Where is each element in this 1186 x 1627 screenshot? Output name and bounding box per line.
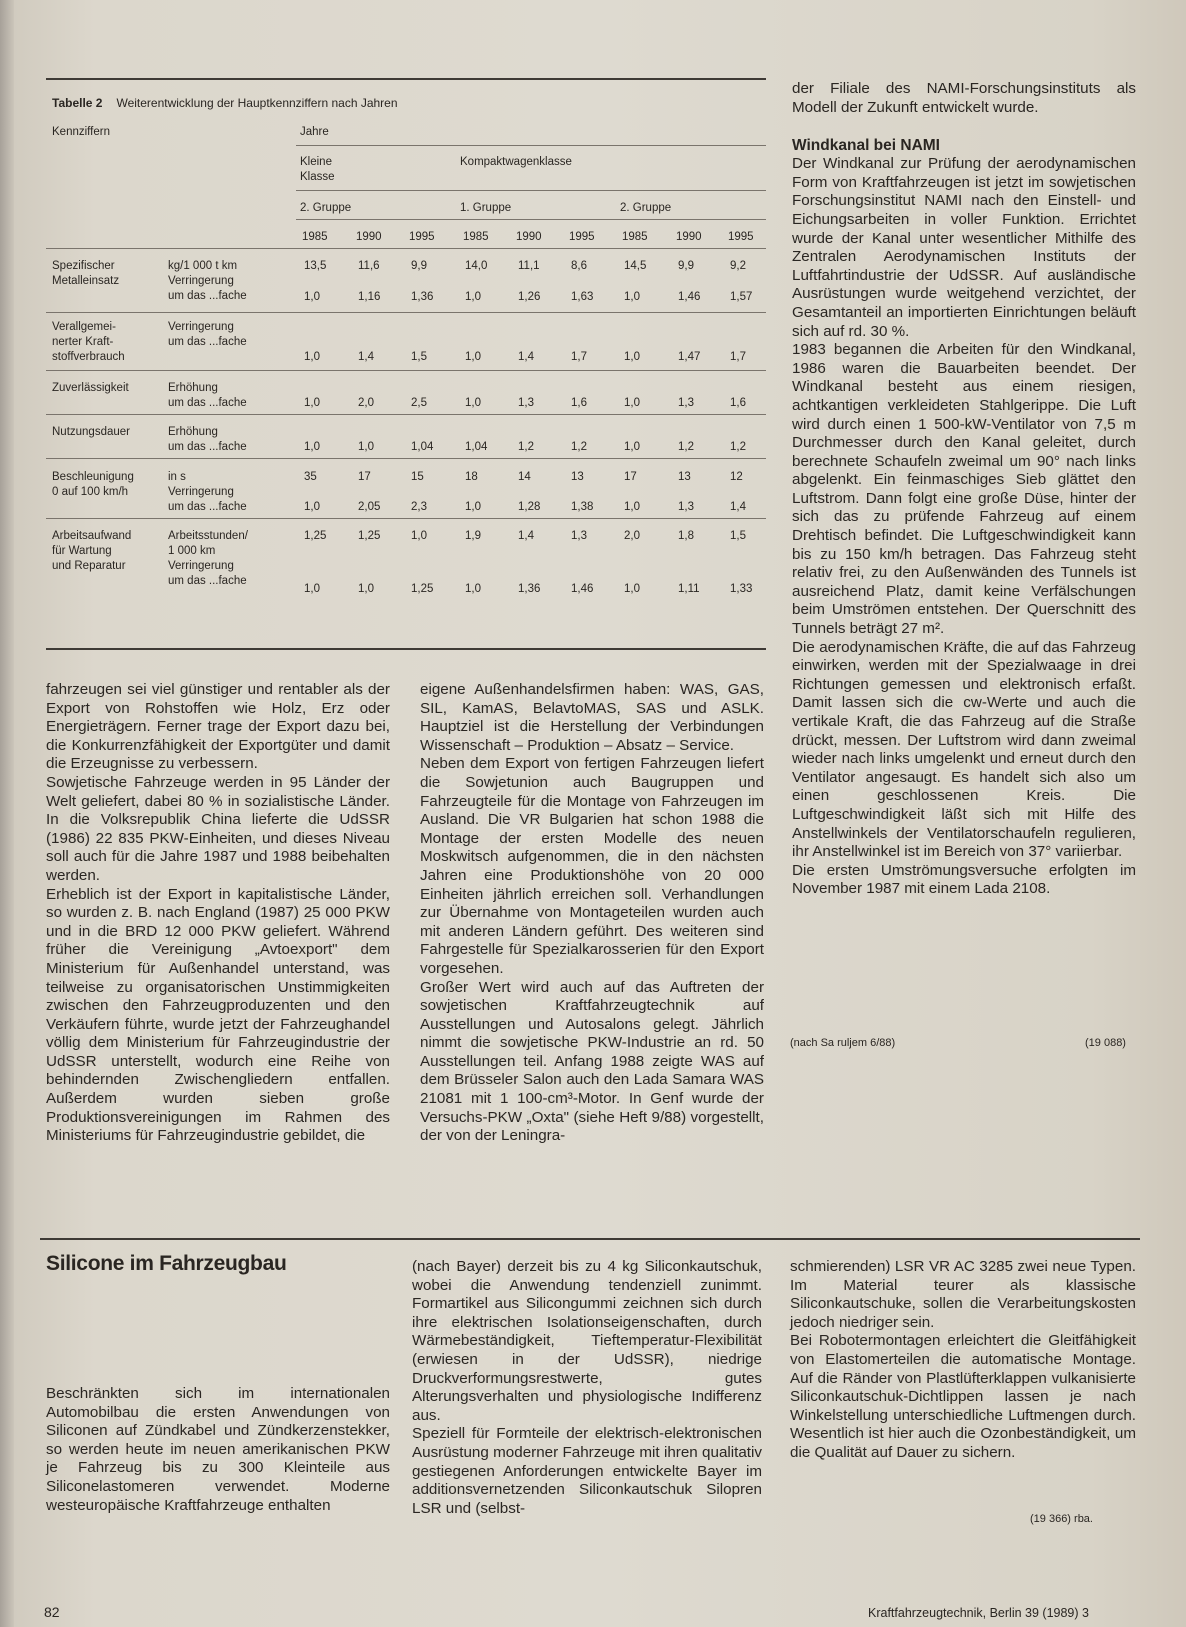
table-row-divider — [46, 414, 766, 415]
table-cell: 1,0 — [465, 291, 481, 303]
header-divider — [296, 190, 766, 191]
table-cell: 1,4 — [518, 530, 534, 542]
table-cell: 14 — [518, 471, 531, 483]
table-cell: 1,0 — [304, 291, 320, 303]
paragraph: Sowjetische Fahrzeuge werden in 95 Länder der Welt geliefert, dabei 80 % in sozialistische Länder. In die Volksrepublik China lieferte die UdSSR (1986) 22 835 PKW-Einheiten, und dieses Niveau soll auch für die Jahre 1987 und 1988 beibehalten werden. — [46, 773, 390, 884]
row-label: Nutzungsdauer — [52, 426, 130, 438]
table-cell: 8,6 — [571, 260, 587, 272]
paragraph: 1983 begannen die Arbeiten für den Windkanal, 1986 waren die Bauarbeiten beendet. Der Windkanal besteht aus einem riesigen, achtkantigen verkleideten Stahlgerippe. Die Luft wird durch einen 1 500-kW-Ventilator von 7,5 m Durchmesser durch den Kanal geleitet, durch berechnete Schaufeln zweimal um 90° nach links abgelenkt. Ein feinmaschiges Sieb glättet den Luftstrom. Dann folgt eine große Düse, hinter der sich das zu prüfende Fahrzeug auf einem Drehtisch befindet. Die Luftgeschwindigkeit kann bis zu 150 km/h betragen. Das Fahrzeug steht relativ frei, zu den Außenwänden des Tunnels ist ausreichend Platz, damit keine Verfälschungen beim Umströmen entstehen. Der Querschnitt des Tunnels beträgt 27 m². — [792, 341, 1136, 638]
table-cell: 14,5 — [624, 260, 647, 272]
paragraph: Der Windkanal zur Prüfung der aerodynamischen Form von Kraftfahrzeugen ist jetzt im sowjetischen Forschungsinstitut NAMI nach den Einstell- und Eichungsarbeiten in voller Funktion. Errichtet wurde der Kanal unter wesentlicher Mithilfe des Zentralen Aerodynamischen Instituts der Luftfahrtindustrie der UdSSR. Auf ausländische Ausrüstungen wurde weitgehend verzichtet, der Gesamtanteil an importierten Einrichtungen beläuft sich auf rd. 30 %. — [792, 155, 1136, 340]
table-cell: 1,7 — [571, 351, 587, 363]
table-cell: 2,0 — [624, 530, 640, 542]
table-cell: 18 — [465, 471, 478, 483]
table-cell: 1,38 — [571, 501, 594, 513]
table-cell: 1,36 — [518, 583, 541, 595]
table-cell: 1,2 — [571, 441, 587, 453]
table-cell: 17 — [358, 471, 371, 483]
table-cell: 11,1 — [518, 260, 540, 272]
table-cell: 1,0 — [304, 397, 320, 409]
table-cell: 1,0 — [304, 441, 320, 453]
table-cell: 1,25 — [304, 530, 327, 542]
row-unit: kg/1 000 t km Verringerung um das ...fache — [168, 260, 247, 302]
table-cell: 1,5 — [411, 351, 427, 363]
table-cell: 1,9 — [465, 530, 481, 542]
header-gruppe-1: 1. Gruppe — [460, 202, 512, 214]
table-cell: 13,5 — [304, 260, 327, 272]
table-cell: 1,4 — [730, 501, 746, 513]
paragraph: eigene Außenhandelsfirmen haben: WAS, GAS, SIL, KamAS, BelavtoMAS, SAS und ASLK. Hauptziel ist die Herstellung der Verbindungen Wissenschaft – Produktion – Absatz – Service. — [420, 681, 764, 754]
table-cell: 1,63 — [571, 291, 594, 303]
source-note: (nach Sa ruljem 6/88) — [790, 1037, 896, 1049]
table-cell: 1,3 — [571, 530, 587, 542]
table-cell: 1,0 — [624, 441, 640, 453]
article1-column3 — [792, 80, 1136, 899]
article2-column3 — [790, 1258, 1136, 1463]
table-cell: 1,25 — [358, 530, 381, 542]
table-cell: 1,0 — [465, 501, 481, 513]
section-heading: Windkanal bei NAMI — [792, 137, 940, 155]
table-cell: 1,0 — [304, 351, 320, 363]
table-cell: 1,2 — [730, 441, 746, 453]
table-cell: 1,0 — [304, 583, 320, 595]
table-cell: 1,46 — [678, 291, 701, 303]
table-cell: 1,4 — [518, 351, 534, 363]
table-cell: 13 — [571, 471, 584, 483]
table-cell: 2,5 — [411, 397, 427, 409]
table-row-divider — [46, 312, 766, 313]
row-unit: Erhöhung um das ...fache — [168, 382, 247, 409]
table-top-rule — [46, 78, 766, 80]
table-caption — [52, 96, 398, 110]
page-edge — [0, 0, 14, 1627]
table-cell: 1,0 — [358, 441, 374, 453]
header-jahre: Jahre — [300, 126, 329, 138]
table-cell: 13 — [678, 471, 691, 483]
header-kennziffern: Kennziffern — [52, 126, 110, 138]
article2-title: Silicone im Fahrzeugbau — [46, 1252, 287, 1275]
table-cell: 1,2 — [518, 441, 534, 453]
table-cell: 1,25 — [411, 583, 434, 595]
table-cell: 35 — [304, 471, 317, 483]
header-kompaktwagenklasse: Kompaktwagenklasse — [460, 156, 572, 168]
header-year: 1995 — [728, 231, 754, 243]
table-cell: 1,46 — [571, 583, 594, 595]
header-year: 1990 — [676, 231, 702, 243]
table-cell: 1,36 — [411, 291, 434, 303]
paragraph: Speziell für Formteile der elektrisch-elektronischen Ausrüstung moderner Fahrzeuge mit ihren qualitativ gestiegenen Anforderungen entwickelte Bayer im additionsvernetzenden Siliconkautschuk Silopren LSR und (selbst- — [412, 1425, 762, 1517]
header-year: 1985 — [302, 231, 328, 243]
table-cell: 1,11 — [678, 583, 700, 595]
table-cell: 15 — [411, 471, 424, 483]
article2-column2 — [412, 1258, 762, 1518]
article1-column1 — [46, 681, 390, 1146]
paragraph: Neben dem Export von fertigen Fahrzeugen liefert die Sowjetunion auch Baugruppen und Fahrzeugteile für die Montage von Fahrzeugen im Ausland. Die VR Bulgarien hat schon 1988 die Montage der ersten Modelle des neuen Moskwitsch aufgenommen, die in den nächsten Jahren eine Produktionshöhe von 20 000 Einheiten jährlich erreichen soll. Verhandlungen zur Übernahme von Montageteilen wurden auch mit anderen Ländern geführt. Des weiteren sind Fahrgestelle für Spezialkarosserien für den Export vorgesehen. — [420, 755, 764, 977]
table-cell: 1,04 — [465, 441, 488, 453]
row-label: Arbeitsaufwand für Wartung und Reparatur — [52, 530, 132, 572]
row-unit: Arbeitsstunden/ 1 000 km Verringerung um das ...fache — [168, 530, 248, 587]
paragraph: der Filiale des NAMI-Forschungsinstituts als Modell der Zukunft entwickelt wurde. — [792, 80, 1136, 116]
source-number: (19 088) — [1085, 1037, 1126, 1049]
table-cell: 9,9 — [678, 260, 694, 272]
row-label: Beschleunigung 0 auf 100 km/h — [52, 471, 134, 498]
paragraph: Die ersten Umströmungsversuche erfolgten im November 1987 mit einem Lada 2108. — [792, 861, 1136, 898]
header-year: 1990 — [516, 231, 542, 243]
table-caption-label: Tabelle 2 — [52, 96, 103, 110]
table-cell: 1,0 — [304, 501, 320, 513]
table-cell: 1,47 — [678, 351, 701, 363]
paragraph: fahrzeugen sei viel günstiger und rentabler als der Export von Rohstoffen wie Holz, Erz oder Energieträgern. Ferner trage der Export dazu bei, die Konkurrenzfähigkeit der Exportgüter und damit die Erzeugnisse zu verbessern. — [46, 681, 390, 773]
table-cell: 1,3 — [678, 397, 694, 409]
header-year: 1985 — [622, 231, 648, 243]
header-gruppe-2b: 2. Gruppe — [620, 202, 672, 214]
article-separator-rule — [40, 1238, 1140, 1240]
paragraph: Die aerodynamischen Kräfte, die auf das Fahrzeug einwirken, werden mit der Spezialwaage in drei Richtungen gemessen und elektronisch erfaßt. Damit lassen sich die cw-Werte und auch die vertikale Kraft, die das Fahrzeug auf die Straße drückt, messen. Der Luftstrom wird dann zweimal wieder nach links umgelenkt und erneut durch den Ventilator angesaugt. Es handelt sich also um einen geschlossenen Kreis. Die Luftgeschwindigkeit läßt sich mit Hilfe des Anstellwinkels der Ventilatorschaufeln regulieren, ihr Anstellwinkel ist im Bereich von 37° variierbar. — [792, 638, 1136, 861]
table-row-divider — [46, 518, 766, 519]
article1-column2 — [420, 681, 764, 1146]
paragraph: Bei Robotermontagen erleichtert die Gleitfähigkeit von Elastomerteilen die automatische Montage. Auf die Ränder von Plastlüfterklappen vulkanisierte Siliconkautschuk-Dichtlippen lassen je nach Winkelstellung unterschiedliche Luftmengen durch. Wesentlich ist hier auch die Ozonbeständigkeit, um die Qualität auf Dauer zu sichern. — [790, 1332, 1136, 1461]
table-cell: 1,2 — [678, 441, 694, 453]
table-cell: 1,16 — [358, 291, 381, 303]
table-cell: 2,05 — [358, 501, 381, 513]
table-cell: 1,0 — [411, 530, 427, 542]
table-cell: 1,7 — [730, 351, 746, 363]
table-cell: 1,04 — [411, 441, 434, 453]
header-year: 1995 — [409, 231, 435, 243]
page-number: 82 — [44, 1604, 60, 1620]
table-cell: 17 — [624, 471, 637, 483]
table-cell: 1,3 — [518, 397, 534, 409]
article2-source: (19 366) rba. — [1030, 1513, 1093, 1525]
paragraph: Beschränkten sich im internationalen Automobilbau die ersten Anwendungen von Siliconen auf Zündkabel und Zündkerzenstekker, so werden heute im neuen amerikanischen PKW je Fahrzeug bis zu 300 Kleinteile aus Siliconelastomeren verwendet. Moderne westeuropäische Kraftfahrzeuge enthalten — [46, 1385, 390, 1514]
table-cell: 9,2 — [730, 260, 746, 272]
table-cell: 1,6 — [730, 397, 746, 409]
table-cell: 14,0 — [465, 260, 488, 272]
header-bottom-divider — [46, 248, 766, 249]
journal-reference: Kraftfahrzeugtechnik, Berlin 39 (1989) 3 — [868, 1606, 1089, 1620]
table-cell: 12 — [730, 471, 743, 483]
table-row-divider — [46, 370, 766, 371]
row-unit: in s Verringerung um das ...fache — [168, 471, 247, 513]
row-label: Spezifischer Metalleinsatz — [52, 260, 120, 287]
article2-column1 — [46, 1385, 390, 1515]
table-cell: 1,0 — [624, 351, 640, 363]
table-cell: 1,33 — [730, 583, 753, 595]
table-cell: 1,5 — [730, 530, 746, 542]
table-cell: 1,0 — [465, 397, 481, 409]
table-cell: 1,3 — [678, 501, 694, 513]
header-year: 1990 — [356, 231, 382, 243]
table-cell: 1,0 — [358, 583, 374, 595]
table-cell: 1,0 — [624, 397, 640, 409]
row-label: Verallgemei- nerter Kraft- stoffverbrauch — [52, 321, 125, 363]
table-cell: 1,0 — [624, 583, 640, 595]
header-divider — [296, 219, 766, 220]
table-cell: 1,28 — [518, 501, 541, 513]
table-cell: 1,0 — [624, 291, 640, 303]
table-cell: 1,26 — [518, 291, 541, 303]
table-cell: 1,0 — [465, 583, 481, 595]
table-cell: 1,0 — [624, 501, 640, 513]
row-label: Zuverlässigkeit — [52, 382, 129, 394]
header-year: 1985 — [463, 231, 489, 243]
table-cell: 2,0 — [358, 397, 374, 409]
table-cell: 1,4 — [358, 351, 374, 363]
paragraph: Großer Wert wird auch auf das Auftreten der sowjetischen Kraftfahrzeugtechnik auf Ausstellungen und Autosalons gelegt. Jährlich nimmt die sowjetische PKW-Industrie an rd. 50 Ausstellungen teil. Anfang 1988 zeigte WAS auf dem Brüsseler Salon auch den Lada Samara WAS 21081 mit 1 100-cm³-Motor. In Genf wurde der Versuchs-PKW „Oxta" (siehe Heft 9/88) vorgestellt, der von der Leningra- — [420, 978, 764, 1145]
table-cell: 1,8 — [678, 530, 694, 542]
table-bottom-rule — [46, 648, 766, 650]
table-cell: 1,0 — [465, 351, 481, 363]
table-cell: 2,3 — [411, 501, 427, 513]
table-cell: 9,9 — [411, 260, 427, 272]
header-divider — [296, 145, 766, 146]
header-gruppe-2a: 2. Gruppe — [300, 202, 352, 214]
table-cell: 1,6 — [571, 397, 587, 409]
table-cell: 11,6 — [358, 260, 380, 272]
row-unit: Erhöhung um das ...fache — [168, 426, 247, 453]
table-cell: 1,57 — [730, 291, 753, 303]
paragraph: (nach Bayer) derzeit bis zu 4 kg Siliconkautschuk, wobei die Anwendung tendenziell zunimmt. Formartikel aus Silicongummi zeichnen sich durch ihre elektrischen Isolationseigenschaften, durch Wärmebeständigkeit, Tieftemperatur-Flexibilität (erwiesen in der UdSSR), niedrige Druckverformungsrestwerte, gutes Alterungsverhalten und physiologische Indifferenz aus. — [412, 1258, 762, 1424]
paragraph: schmierenden) LSR VR AC 3285 zwei neue Typen. Im Material teurer als klassische Siliconkautschuke, sollen die Verarbeitungskosten jedoch niedriger sein. — [790, 1258, 1136, 1331]
row-unit: Verringerung um das ...fache — [168, 321, 247, 348]
header-kleine-klasse: Kleine Klasse — [300, 156, 335, 183]
table-caption-text: Weiterentwicklung der Hauptkennziffern nach Jahren — [116, 96, 398, 110]
header-year: 1995 — [569, 231, 595, 243]
table-row-divider — [46, 458, 766, 459]
paragraph: Erheblich ist der Export in kapitalistische Länder, so wurden z. B. nach England (1987) 25 000 PKW und in die BRD 12 000 PKW geliefert. Während früher die Vereinigung „Avtoexport" dem Ministerium für Außenhandel unterstand, was teilweise zu organisatorischen Unstimmigkeiten zwischen den Fahrzeugproduzenten und den Verkäufern führte, wurde jetzt der Fahrzeughandel völlig dem Ministerium für Fahrzeugindustrie der UdSSR unterstellt, wodurch eine Reihe von behindernden Zwischengliedern entfallen. Außerdem wurden sieben große Produktionsvereinigungen im Rahmen des Ministeriums für Fahrzeugindustrie gebildet, die — [46, 885, 390, 1145]
